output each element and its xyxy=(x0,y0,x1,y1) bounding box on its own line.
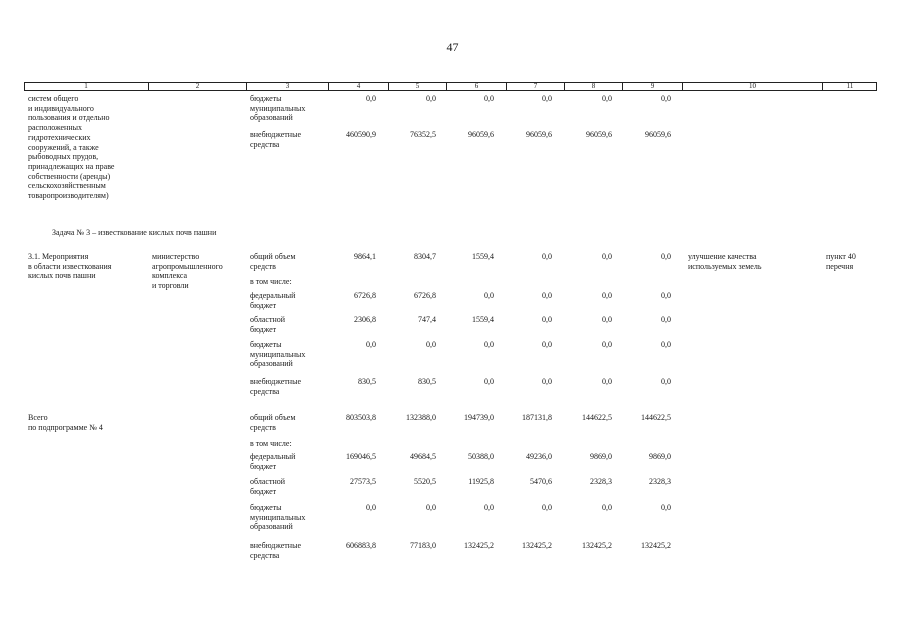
total-value: 9869,0 xyxy=(649,452,671,461)
measure-row-label: внебюджетные xyxy=(250,377,301,386)
total-value: 77183,0 xyxy=(410,541,436,550)
cont-value: 0,0 xyxy=(366,94,376,103)
measure-value: 747,4 xyxy=(418,315,436,324)
cont-row-label: средства xyxy=(250,139,280,149)
total-name: по подпрограмме № 4 xyxy=(28,422,103,432)
total-value: 606883,8 xyxy=(346,541,376,550)
cont-row-label: образований xyxy=(250,113,293,123)
page-number: 47 xyxy=(446,40,459,54)
cont-value: 0,0 xyxy=(542,94,552,103)
measure-value: 0,0 xyxy=(542,377,552,386)
measure-result: улучшение качества xyxy=(688,252,757,261)
measure-value: 830,5 xyxy=(358,377,376,386)
cont-value: 96059,6 xyxy=(468,130,494,139)
measure-value: 0,0 xyxy=(366,340,376,349)
total-name: Всего xyxy=(28,413,48,422)
total-value: 132425,2 xyxy=(582,541,612,550)
total-value: 194739,0 xyxy=(464,413,494,422)
cont-value: 460590,9 xyxy=(346,130,376,139)
total-row-label: средств xyxy=(250,422,276,432)
measure-name: в области известкования xyxy=(28,261,112,271)
measure-value: 0,0 xyxy=(542,340,552,349)
total-row-label: бюджеты xyxy=(250,503,282,512)
measure-value: 0,0 xyxy=(542,252,552,261)
cont-value: 0,0 xyxy=(426,94,436,103)
total-value: 11925,8 xyxy=(468,477,494,486)
cont-value: 0,0 xyxy=(484,94,494,103)
cont-value: 76352,5 xyxy=(410,130,436,139)
measure-value: 2306,8 xyxy=(354,315,376,324)
cont-value: 96059,6 xyxy=(645,130,671,139)
measure-executor: и торговли xyxy=(152,281,189,291)
measure-row-label: средств xyxy=(250,261,276,271)
total-value: 2328,3 xyxy=(649,477,671,486)
column-header-11: 11 xyxy=(822,83,877,90)
measure-value: 830,5 xyxy=(418,377,436,386)
measure-value: 0,0 xyxy=(661,377,671,386)
cont-value: 96059,6 xyxy=(526,130,552,139)
measure-value: 0,0 xyxy=(602,291,612,300)
total-value: 9869,0 xyxy=(590,452,612,461)
total-row-label: внебюджетные xyxy=(250,541,301,550)
measure-value: 0,0 xyxy=(661,340,671,349)
cont-measure-name: рыбоводных прудов, xyxy=(28,152,99,162)
measure-value: 0,0 xyxy=(661,315,671,324)
measure-value: 0,0 xyxy=(661,291,671,300)
total-value: 144622,5 xyxy=(582,413,612,422)
total-value: 2328,3 xyxy=(590,477,612,486)
measure-value: 0,0 xyxy=(602,252,612,261)
total-row-label: муниципальных xyxy=(250,512,306,522)
column-header-1: 1 xyxy=(84,82,88,90)
measure-value: 8304,7 xyxy=(414,252,436,261)
total-value: 132425,2 xyxy=(641,541,671,550)
total-value: 0,0 xyxy=(602,503,612,512)
measure-value: 0,0 xyxy=(484,377,494,386)
total-row-label: средства xyxy=(250,550,280,560)
total-row-label: бюджет xyxy=(250,461,277,471)
measure-reference: перечня xyxy=(826,261,854,271)
measure-row-label: общий объем xyxy=(250,252,296,261)
total-row-label: федеральный xyxy=(250,452,296,461)
total-value: 0,0 xyxy=(542,503,552,512)
measure-executor: агропромышленного xyxy=(152,261,223,271)
column-header-7: 7 xyxy=(506,83,564,90)
total-row-label: общий объем xyxy=(250,413,296,422)
measure-value: 1559,4 xyxy=(472,315,494,324)
measure-value: 0,0 xyxy=(484,340,494,349)
cont-measure-name: сельскохозяйственным xyxy=(28,181,106,191)
measure-result: используемых земель xyxy=(688,261,762,271)
measure-row-label: бюджет xyxy=(250,300,277,310)
measure-executor: министерство xyxy=(152,252,200,261)
measure-value: 0,0 xyxy=(426,340,436,349)
total-value: 144622,5 xyxy=(641,413,671,422)
cont-value: 96059,6 xyxy=(586,130,612,139)
column-header-6: 6 xyxy=(446,83,506,90)
total-value: 50388,0 xyxy=(468,452,494,461)
measure-row-label: муниципальных xyxy=(250,349,306,359)
measure-value: 0,0 xyxy=(661,252,671,261)
measure-row-label: бюджеты xyxy=(250,340,282,349)
cont-measure-name: систем общего xyxy=(28,94,79,103)
measure-name: 3.1. Мероприятия xyxy=(28,252,89,261)
total-row-label: бюджет xyxy=(250,486,277,496)
task-heading: Задача № 3 – известкование кислых почв пашни xyxy=(52,228,217,237)
total-value: 5470,6 xyxy=(530,477,552,486)
column-header-10: 10 xyxy=(682,83,822,90)
measure-value: 0,0 xyxy=(542,315,552,324)
total-value: 803503,8 xyxy=(346,413,376,422)
measure-row-label: областной xyxy=(250,315,286,324)
total-row-label: в том числе: xyxy=(250,439,292,448)
measure-value: 1559,4 xyxy=(472,252,494,261)
measure-value: 0,0 xyxy=(602,377,612,386)
cont-value: 0,0 xyxy=(661,94,671,103)
cont-measure-name: принадлежащих на праве xyxy=(28,161,115,171)
total-value: 49684,5 xyxy=(410,452,436,461)
column-header-3: 3 xyxy=(246,83,328,90)
total-value: 5520,5 xyxy=(414,477,436,486)
total-value: 132425,2 xyxy=(464,541,494,550)
cont-measure-name: товаропроизводителям) xyxy=(28,191,109,200)
column-header-5: 5 xyxy=(388,83,446,90)
measure-reference: пункт 40 xyxy=(826,252,856,261)
measure-row-label: в том числе: xyxy=(250,277,292,286)
total-value: 187131,8 xyxy=(522,413,552,422)
measure-row-label: средства xyxy=(250,386,280,396)
cont-row-label: бюджеты xyxy=(250,94,282,103)
column-number-header xyxy=(24,82,877,91)
column-header-4: 4 xyxy=(328,83,388,90)
cont-row-label: внебюджетные xyxy=(250,130,301,139)
cont-measure-name: гидротехнических xyxy=(28,132,91,142)
cont-measure-name: и индивидуального xyxy=(28,103,94,113)
column-header-9: 9 xyxy=(622,83,682,90)
measure-value: 6726,8 xyxy=(354,291,376,300)
measure-name: кислых почв пашни xyxy=(28,271,96,281)
cont-measure-name: собственности (аренды) xyxy=(28,171,111,181)
measure-value: 9864,1 xyxy=(354,252,376,261)
measure-value: 0,0 xyxy=(484,291,494,300)
cont-measure-name: сооружений, а также xyxy=(28,142,99,152)
measure-value: 0,0 xyxy=(602,340,612,349)
measure-value: 0,0 xyxy=(602,315,612,324)
measure-value: 0,0 xyxy=(542,291,552,300)
cont-row-label: муниципальных xyxy=(250,103,306,113)
total-value: 27573,5 xyxy=(350,477,376,486)
total-value: 0,0 xyxy=(661,503,671,512)
cont-measure-name: пользования и отдельно xyxy=(28,113,110,123)
total-value: 0,0 xyxy=(426,503,436,512)
total-value: 132388,0 xyxy=(406,413,436,422)
total-value: 0,0 xyxy=(484,503,494,512)
total-value: 169046,5 xyxy=(346,452,376,461)
total-row-label: образований xyxy=(250,522,293,532)
total-value: 132425,2 xyxy=(522,541,552,550)
cont-value: 0,0 xyxy=(602,94,612,103)
measure-row-label: бюджет xyxy=(250,324,277,334)
cont-measure-name: расположенных xyxy=(28,123,82,133)
measure-row-label: образований xyxy=(250,359,293,369)
total-row-label: областной xyxy=(250,477,286,486)
total-value: 0,0 xyxy=(366,503,376,512)
measure-row-label: федеральный xyxy=(250,291,296,300)
column-header-8: 8 xyxy=(564,83,622,90)
measure-executor: комплекса xyxy=(152,271,188,281)
measure-value: 6726,8 xyxy=(414,291,436,300)
column-header-2: 2 xyxy=(148,83,246,90)
total-value: 49236,0 xyxy=(526,452,552,461)
